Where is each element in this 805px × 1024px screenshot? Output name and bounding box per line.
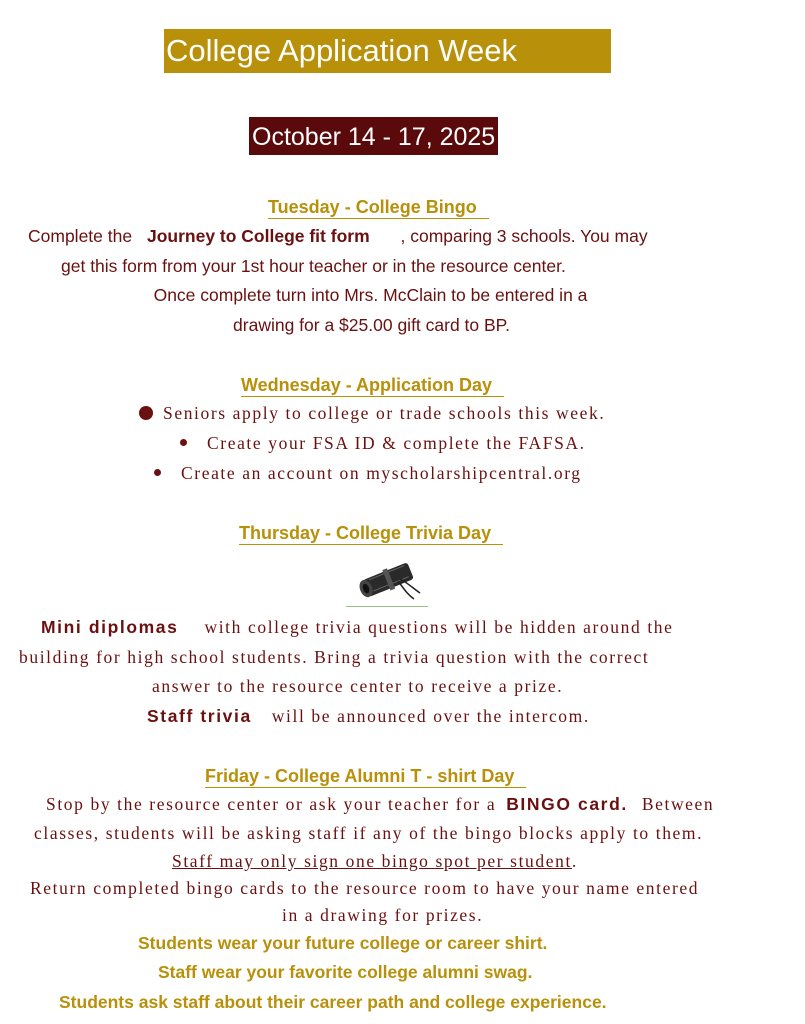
tuesday-line-3: Once complete turn into Mrs. McClain to be entered in a xyxy=(153,285,588,305)
friday-line-1 xyxy=(46,794,714,815)
thursday-line-4 xyxy=(147,706,590,727)
wednesday-bullet-2 xyxy=(180,433,586,454)
friday-line-4: Return completed bingo cards to the resource room to have your name entered xyxy=(30,878,700,898)
bullet-icon xyxy=(139,406,153,420)
friday-line-2: classes, students will be asking staff if any of the bingo blocks apply to them. xyxy=(34,823,704,843)
friday-line-3 xyxy=(172,851,578,872)
wednesday-heading: Wednesday - Application Day xyxy=(241,374,504,397)
tuesday-line-1-pre: Complete the xyxy=(28,226,133,246)
bingo-card: BINGO card. xyxy=(506,794,628,814)
thursday-line-1-post: with college trivia questions will be hidden around the xyxy=(204,617,674,637)
friday-line-3-text: Staff may only sign one bingo spot per student xyxy=(172,851,572,871)
friday-gold-line-2: Staff wear your favorite college alumni swag. xyxy=(158,962,533,982)
wednesday-bullet-2-text: Create your FSA ID & complete the FAFSA. xyxy=(207,433,586,453)
tuesday-line-1 xyxy=(28,226,648,247)
thursday-line-1 xyxy=(41,617,674,638)
staff-trivia: Staff trivia xyxy=(147,706,252,726)
friday-gold-line-1: Students wear your future college or career shirt. xyxy=(138,933,548,953)
thursday-line-4-post: will be announced over the intercom. xyxy=(271,706,590,726)
tuesday-line-1-post: , comparing 3 schools. You may xyxy=(400,226,648,246)
thursday-line-2: building for high school students. Bring a trivia question with the correct xyxy=(19,647,650,667)
mini-diplomas: Mini diplomas xyxy=(41,617,179,637)
friday-line-3-post: . xyxy=(571,851,578,871)
friday-line-1-pre: Stop by the resource center or ask your teacher for a xyxy=(46,794,497,814)
friday-heading: Friday - College Alumni T - shirt Day xyxy=(205,765,526,788)
page-title: College Application Week xyxy=(164,29,611,73)
wednesday-bullet-1-text: Seniors apply to college or trade schools this week. xyxy=(163,403,606,423)
tuesday-line-2: get this form from your 1st hour teacher or in the resource center. xyxy=(61,256,566,276)
wednesday-bullet-3 xyxy=(154,463,582,484)
bullet-icon xyxy=(180,439,187,446)
event-date: October 14 - 17, 2025 xyxy=(249,117,498,155)
bullet-icon xyxy=(154,469,161,476)
friday-gold-line-3: Students ask staff about their career path and college experience. xyxy=(59,992,607,1012)
friday-line-5: in a drawing for prizes. xyxy=(282,905,484,925)
thursday-heading: Thursday - College Trivia Day xyxy=(239,522,503,545)
journey-form-name: Journey to College fit form xyxy=(146,226,370,246)
thursday-line-3: answer to the resource center to receive a prize. xyxy=(152,676,564,696)
tuesday-heading: Tuesday - College Bingo xyxy=(268,196,489,219)
friday-line-1-post: Between xyxy=(641,794,715,814)
diploma-scroll-icon xyxy=(346,549,428,607)
wednesday-bullet-1 xyxy=(139,403,605,424)
wednesday-bullet-3-text: Create an account on myscholarshipcentral.org xyxy=(181,463,582,483)
tuesday-line-4: drawing for a $25.00 gift card to BP. xyxy=(233,315,510,335)
